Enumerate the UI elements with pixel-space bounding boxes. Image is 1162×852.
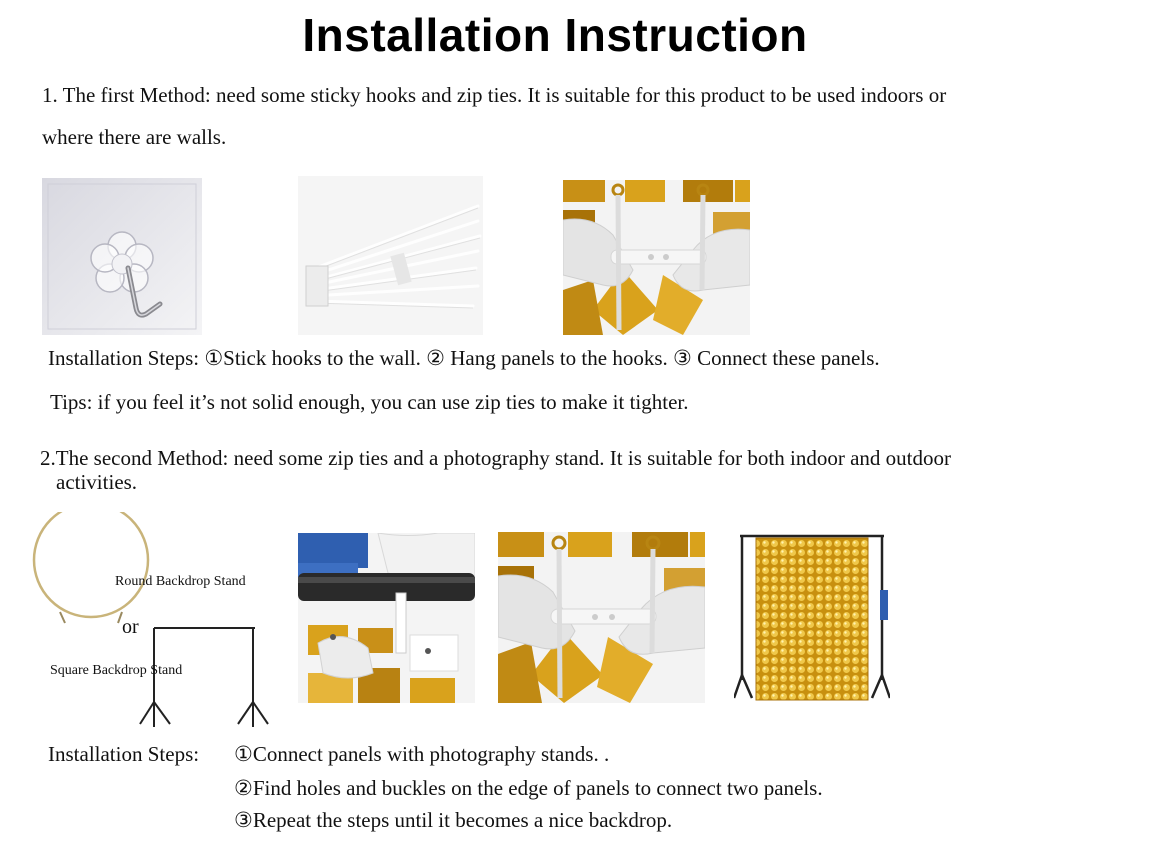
finished-backdrop-photo (734, 530, 890, 705)
method1-tips: Tips: if you feel it’s not solid enough, you can use zip ties to make it tighter. (50, 390, 689, 414)
method1-steps (48, 348, 880, 369)
page-title: Installation Instruction (302, 9, 808, 61)
panel-connection-photo-2 (498, 532, 705, 703)
zip-tie-on-stand-photo (298, 533, 475, 703)
backdrop-stand-diagram (30, 512, 275, 732)
method2-steps-label: Installation Steps: (48, 742, 200, 766)
round-stand-label: Round Backdrop Stand (115, 574, 246, 589)
method2-step-3: ③Repeat the steps until it becomes a nice backdrop. (234, 808, 673, 832)
panel-connection-photo (563, 180, 750, 335)
or-label: or (122, 616, 139, 638)
method2-intro-line2: activities. (56, 470, 138, 494)
method1-intro-line2: where there are walls. (42, 125, 227, 149)
method1-intro-line1: 1. The first Method: need some sticky hooks and zip ties. It is suitable for this product to be used indoors or (42, 83, 947, 107)
method2-step-2: ②Find holes and buckles on the edge of panels to connect two panels. (234, 776, 823, 800)
method1-steps-label: Installation Steps: (48, 346, 200, 370)
zip-ties-photo (298, 176, 483, 335)
method1-steps-text: ①Stick hooks to the wall. ② Hang panels to the hooks. ③ Connect these panels. (204, 346, 880, 370)
square-stand-label: Square Backdrop Stand (50, 663, 183, 678)
method2-intro-line1: 2.The second Method: need some zip ties and a photography stand. It is suitable for both indoor and outdoor (40, 446, 951, 470)
round-stand-ring (34, 512, 148, 617)
sticky-hook-photo (42, 178, 202, 335)
method2-step-1: ①Connect panels with photography stands. . (234, 742, 610, 766)
